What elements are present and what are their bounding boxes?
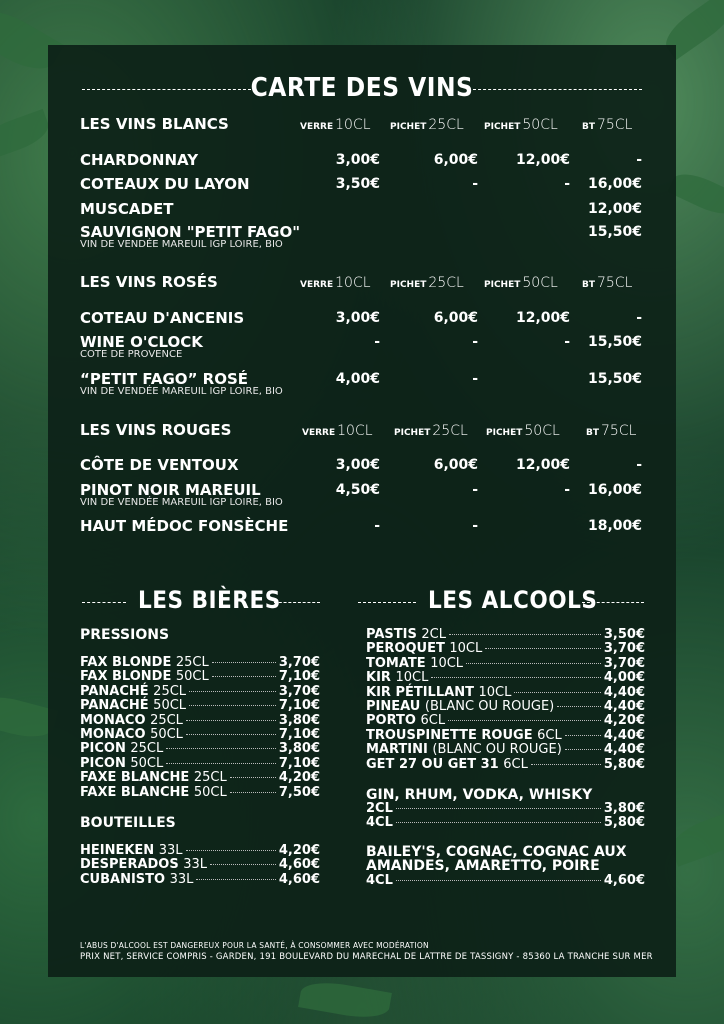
item-label: [80, 844, 183, 858]
item-name: MONACO: [80, 712, 146, 728]
wine-name: HAUT MÉDOC FONSÈCHE: [80, 517, 289, 535]
leaf-decoration: [0, 109, 53, 161]
item-size: 2CL: [421, 627, 446, 642]
column-header: [300, 275, 371, 291]
item-label: [80, 873, 193, 887]
leader-dots: [514, 692, 601, 693]
column-header-type: PICHET: [484, 122, 521, 132]
column-header: [484, 117, 558, 133]
item-label: [366, 686, 511, 700]
item-price: 3,70€: [278, 655, 320, 670]
price: 3,50€: [335, 176, 380, 192]
menu-row: [80, 714, 320, 728]
item-name: GET 27 OU GET 31: [366, 756, 499, 772]
item-price: 5,80€: [603, 815, 645, 831]
item-name: FAX BLONDE: [80, 669, 172, 685]
column-header-type: VERRE: [302, 428, 336, 438]
leader-dots: [230, 777, 276, 778]
item-label: [366, 758, 528, 772]
item-name: 4CL: [366, 873, 393, 888]
item-name: 4CL: [366, 815, 393, 831]
wine-name: SAUVIGNON "PETIT FAGO": [80, 223, 301, 241]
menu-row: [80, 699, 320, 713]
item-price: 3,80€: [278, 741, 320, 757]
column-header: [486, 423, 560, 439]
spirits-subheading: GIN, RHUM, VODKA, WHISKY: [366, 787, 593, 803]
column-header-size: 25CL: [428, 275, 464, 291]
address-line: PRIX NET, SERVICE COMPRIS - GARDEN, 191 BOULEVARD DU MARECHAL DE LATTRE DE TASSIGNY - 85360 LA TRANCHE SUR MER: [80, 952, 653, 962]
divider: [274, 602, 320, 603]
leader-dots: [485, 648, 601, 649]
item-price: 4,20€: [278, 770, 320, 786]
menu-row: [366, 642, 645, 656]
price: 12,00€: [515, 152, 570, 168]
item-size: 33L: [169, 871, 194, 887]
column-header-size: 25CL: [432, 423, 468, 439]
divider: [468, 89, 642, 90]
item-price: 3,70€: [603, 655, 645, 671]
column-header-size: 75CL: [601, 423, 637, 439]
item-price: 4,60€: [278, 857, 320, 873]
spirits-subheading: BAILEY'S, COGNAC, COGNAC AUX: [366, 844, 627, 860]
column-header-type: VERRE: [300, 122, 334, 132]
item-label: [366, 642, 482, 656]
column-header-type: BT: [582, 280, 595, 290]
page-title: CARTE DES VINS: [250, 73, 474, 103]
column-header-type: BT: [586, 428, 599, 438]
item-label: [80, 714, 183, 728]
leader-dots: [230, 792, 276, 793]
item-name: TOMATE: [366, 655, 426, 671]
beers-title: LES BIÈRES: [138, 586, 281, 614]
item-name: 2CL: [366, 801, 393, 816]
price: 15,50€: [587, 334, 642, 350]
item-label: [366, 874, 393, 888]
item-label: [80, 771, 227, 785]
item-name: PICON: [80, 755, 126, 771]
item-size: 10CL: [430, 655, 464, 671]
column-header-type: PICHET: [394, 428, 431, 438]
leader-dots: [186, 734, 276, 735]
item-label: [80, 685, 186, 699]
item-price: 4,40€: [603, 742, 645, 758]
item-price: 3,70€: [603, 641, 645, 657]
price: 6,00€: [433, 310, 478, 326]
item-label: [80, 742, 163, 756]
leader-dots: [166, 763, 276, 764]
menu-row: [366, 714, 645, 728]
wine-origin: VIN DE VENDÉE MAREUIL IGP LOIRE, BIO: [80, 497, 283, 508]
leader-dots: [448, 720, 601, 721]
section-heading: LES VINS ROSÉS: [80, 273, 218, 291]
price: 3,00€: [335, 457, 380, 473]
menu-row: [80, 757, 320, 771]
item-name: PORTO: [366, 713, 416, 729]
column-header: [582, 117, 632, 133]
item-size: 50CL: [193, 784, 227, 800]
leader-dots: [557, 706, 601, 707]
price: 6,00€: [433, 457, 478, 473]
health-warning: L'ABUS D'ALCOOL EST DANGEREUX POUR LA SANTÉ, À CONSOMMER AVEC MODÉRATION: [80, 941, 429, 950]
item-name: PINEAU: [366, 699, 421, 714]
item-price: 7,10€: [278, 755, 320, 771]
leader-dots: [212, 676, 276, 677]
item-name: MONACO: [80, 727, 146, 742]
wine-name: CÔTE DE VENTOUX: [80, 456, 239, 474]
item-price: 5,80€: [603, 756, 645, 772]
item-name: PASTIS: [366, 627, 417, 642]
item-name: PICON: [80, 741, 126, 757]
divider: [358, 602, 416, 603]
column-header-size: 50CL: [522, 117, 558, 133]
menu-row: [80, 742, 320, 756]
wine-name: COTEAU D'ANCENIS: [80, 309, 245, 327]
price: -: [636, 152, 642, 168]
item-size: 25CL: [193, 770, 227, 786]
column-header-type: PICHET: [484, 280, 521, 290]
leader-dots: [210, 864, 276, 865]
column-header: [390, 117, 464, 133]
item-size: 10CL: [395, 670, 429, 686]
item-size: 50CL: [130, 755, 164, 771]
item-label: [366, 802, 393, 816]
column-header-size: 75CL: [597, 117, 633, 133]
item-name: TROUSPINETTE ROUGE: [366, 727, 533, 743]
menu-row: [80, 771, 320, 785]
item-size: (BLANC OU ROUGE): [424, 699, 555, 714]
menu-panel: [48, 45, 676, 977]
item-size: 25CL: [150, 712, 183, 728]
item-price: 7,50€: [278, 784, 320, 800]
item-label: [366, 700, 554, 714]
column-header-type: PICHET: [390, 122, 427, 132]
menu-row: [80, 685, 320, 699]
item-label: [80, 699, 186, 713]
column-header-type: PICHET: [390, 280, 427, 290]
price: -: [374, 334, 380, 350]
wine-name: WINE O'CLOCK: [80, 333, 203, 351]
column-header-size: 10CL: [337, 423, 373, 439]
price: 4,00€: [335, 371, 380, 387]
item-price: 4,00€: [603, 670, 645, 686]
item-label: [366, 628, 446, 642]
wine-name: PINOT NOIR MAREUIL: [80, 481, 261, 499]
menu-row: [80, 670, 320, 684]
item-label: [80, 786, 227, 800]
menu-row: [80, 858, 320, 872]
price: 12,00€: [515, 457, 570, 473]
price: -: [472, 518, 478, 534]
spirits-subheading: AMANDES, AMARETTO, POIRE: [366, 858, 600, 874]
leader-dots: [189, 705, 276, 706]
item-size: 25CL: [175, 655, 209, 670]
item-size: 25CL: [130, 741, 164, 757]
leaf-decoration: [298, 977, 392, 1022]
leader-dots: [196, 879, 275, 880]
item-name: PANACHÉ: [80, 683, 149, 699]
column-header-size: 25CL: [428, 117, 464, 133]
item-name: FAX BLONDE: [80, 655, 172, 670]
price: 15,50€: [587, 371, 642, 387]
price: -: [564, 482, 570, 498]
item-name: FAXE BLANCHE: [80, 784, 190, 800]
leader-dots: [531, 764, 601, 765]
item-label: [80, 656, 209, 670]
menu-row: [80, 786, 320, 800]
item-label: [80, 858, 207, 872]
price: 16,00€: [587, 176, 642, 192]
item-name: FAXE BLANCHE: [80, 770, 190, 786]
price: 16,00€: [587, 482, 642, 498]
leader-dots: [186, 850, 276, 851]
column-header: [484, 275, 558, 291]
item-price: 4,60€: [278, 871, 320, 887]
menu-row: [80, 656, 320, 670]
wine-origin: COTE DE PROVENCE: [80, 349, 183, 360]
menu-row: [366, 628, 645, 642]
wine-name: “PETIT FAGO” ROSÉ: [80, 370, 248, 388]
section-heading: LES VINS BLANCS: [80, 115, 229, 133]
leader-dots: [396, 822, 601, 823]
price: -: [636, 457, 642, 473]
item-size: 10CL: [478, 684, 512, 700]
leader-dots: [396, 880, 601, 881]
leader-dots: [431, 677, 601, 678]
item-price: 3,80€: [603, 801, 645, 816]
item-size: (BLANC OU ROUGE): [432, 742, 562, 758]
price: -: [564, 334, 570, 350]
column-header-type: PICHET: [486, 428, 523, 438]
menu-row: [366, 816, 645, 830]
price: 18,00€: [587, 518, 642, 534]
item-label: [366, 714, 445, 728]
item-size: 50CL: [175, 669, 209, 685]
price: 12,00€: [587, 201, 642, 217]
item-size: 6CL: [537, 727, 562, 743]
leader-dots: [396, 808, 601, 809]
item-name: MARTINI: [366, 742, 428, 758]
menu-row: [366, 802, 645, 816]
item-size: 10CL: [449, 641, 483, 657]
wine-name: MUSCADET: [80, 200, 174, 218]
item-size: 33L: [183, 857, 208, 873]
column-header: [300, 117, 371, 133]
beer-subheading: BOUTEILLES: [80, 815, 176, 831]
menu-row: [366, 729, 645, 743]
item-price: 4,20€: [603, 713, 645, 729]
wine-origin: VIN DE VENDÉE MAREUIL IGP LOIRE, BIO: [80, 386, 283, 397]
column-header: [586, 423, 636, 439]
item-price: 3,50€: [603, 627, 645, 642]
leader-dots: [212, 662, 276, 663]
leader-dots: [565, 749, 601, 750]
item-price: 4,40€: [603, 727, 645, 743]
item-size: 50CL: [153, 698, 187, 714]
item-label: [366, 657, 463, 671]
divider: [582, 602, 644, 603]
item-price: 7,10€: [278, 698, 320, 714]
beer-subheading: PRESSIONS: [80, 627, 170, 643]
menu-row: [366, 657, 645, 671]
item-price: 7,10€: [278, 727, 320, 742]
price: 12,00€: [515, 310, 570, 326]
item-label: [366, 729, 562, 743]
column-header: [394, 423, 468, 439]
item-price: 4,40€: [603, 699, 645, 714]
item-size: 6CL: [503, 756, 528, 772]
price: 6,00€: [433, 152, 478, 168]
wine-origin: VIN DE VENDÉE MAREUIL IGP LOIRE, BIO: [80, 239, 283, 250]
wine-name: COTEAUX DU LAYON: [80, 175, 250, 193]
item-label: [80, 757, 163, 771]
price: 15,50€: [587, 224, 642, 240]
item-name: KIR: [366, 670, 391, 686]
item-price: 7,10€: [278, 669, 320, 685]
column-header-size: 10CL: [335, 117, 371, 133]
menu-row: [366, 700, 645, 714]
price: -: [564, 176, 570, 192]
item-size: 33L: [158, 843, 183, 858]
column-header-size: 10CL: [335, 275, 371, 291]
item-name: CUBANISTO: [80, 871, 166, 887]
leader-dots: [189, 691, 276, 692]
column-header-type: BT: [582, 122, 595, 132]
menu-row: [366, 686, 645, 700]
item-name: KIR PÉTILLANT: [366, 684, 474, 700]
column-header-size: 50CL: [524, 423, 560, 439]
wine-name: CHARDONNAY: [80, 151, 199, 169]
price: 3,00€: [335, 152, 380, 168]
price: -: [472, 482, 478, 498]
price: 4,50€: [335, 482, 380, 498]
spirits-title: LES ALCOOLS: [428, 586, 598, 614]
leader-dots: [466, 663, 601, 664]
menu-row: [366, 874, 645, 888]
item-price: 4,40€: [603, 684, 645, 700]
item-size: 6CL: [420, 713, 446, 729]
item-label: [80, 728, 183, 742]
item-name: HEINEKEN: [80, 843, 155, 858]
column-header-size: 50CL: [522, 275, 558, 291]
menu-row: [366, 758, 645, 772]
menu-row: [80, 873, 320, 887]
column-header: [582, 275, 632, 291]
section-heading: LES VINS ROUGES: [80, 421, 232, 439]
item-price: 4,60€: [603, 873, 645, 888]
price: -: [472, 371, 478, 387]
item-label: [366, 816, 393, 830]
price: -: [472, 176, 478, 192]
column-header: [302, 423, 373, 439]
item-price: 3,80€: [278, 712, 320, 728]
column-header-size: 75CL: [597, 275, 633, 291]
column-header: [390, 275, 464, 291]
column-header-type: VERRE: [300, 280, 334, 290]
item-name: PEROQUET: [366, 641, 445, 657]
price: 3,00€: [335, 310, 380, 326]
menu-row: [80, 844, 320, 858]
menu-row: [366, 671, 645, 685]
item-name: PANACHÉ: [80, 698, 149, 714]
item-name: DESPERADOS: [80, 857, 179, 873]
menu-row: [80, 728, 320, 742]
item-size: 25CL: [153, 683, 187, 699]
menu-row: [366, 743, 645, 757]
item-label: [80, 670, 209, 684]
item-label: [366, 671, 428, 685]
leader-dots: [449, 634, 601, 635]
price: -: [636, 310, 642, 326]
divider: [82, 602, 126, 603]
item-label: [366, 743, 562, 757]
leader-dots: [565, 735, 601, 736]
price: -: [374, 518, 380, 534]
price: -: [472, 334, 478, 350]
item-price: 3,70€: [278, 683, 320, 699]
leader-dots: [186, 720, 276, 721]
item-price: 4,20€: [278, 843, 320, 858]
leader-dots: [166, 748, 276, 749]
item-size: 50CL: [150, 727, 183, 742]
